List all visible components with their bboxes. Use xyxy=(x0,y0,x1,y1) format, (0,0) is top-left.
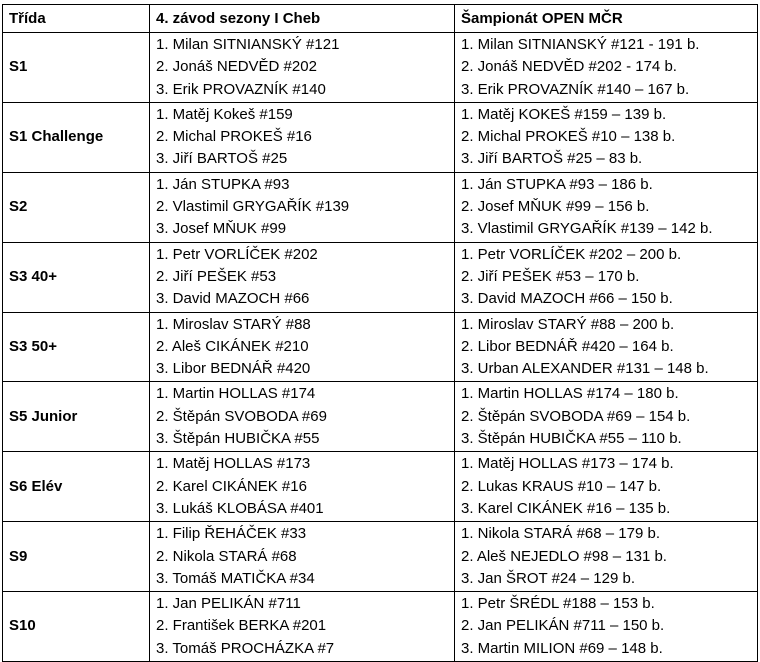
championship-result-line: 3. Jan ŠROT #24 – 129 b. xyxy=(461,569,636,587)
table-row xyxy=(3,172,758,242)
race-result-line: 1. Ján STUPKA #93 xyxy=(156,175,290,193)
championship-results-cell xyxy=(455,382,758,452)
championship-result-line: 1. Petr VORLÍČEK #202 – 200 b. xyxy=(461,245,682,263)
championship-result-line: 1. Nikola STARÁ #68 – 179 b. xyxy=(461,525,660,543)
race-result-line: 2. Vlastimil GRYGAŘÍK #139 xyxy=(156,198,350,216)
race-results-cell xyxy=(150,592,455,662)
table-row xyxy=(3,33,758,103)
class-cell: S2 xyxy=(3,172,150,242)
header-championship: Šampionát OPEN MČR xyxy=(455,5,758,33)
championship-results-cell xyxy=(455,522,758,592)
class-cell: S3 40+ xyxy=(3,242,150,312)
race-result-line: 2. František BERKA #201 xyxy=(156,617,327,635)
championship-result-line: 2. Jan PELIKÁN #711 – 150 b. xyxy=(461,617,665,635)
championship-results-cell xyxy=(455,102,758,172)
race-results-cell xyxy=(150,102,455,172)
race-result-line: 2. Aleš CIKÁNEK #210 xyxy=(156,337,309,355)
championship-result-line: 1. Ján STUPKA #93 – 186 b. xyxy=(461,175,653,193)
class-cell: S1 xyxy=(3,33,150,103)
championship-result-line: 1. Milan SITNIANSKÝ #121 - 191 b. xyxy=(461,36,700,53)
header-race: 4. závod sezony I Cheb xyxy=(150,5,455,33)
championship-result-line: 3. Vlastimil GRYGAŘÍK #139 – 142 b. xyxy=(461,220,713,238)
championship-results-cell xyxy=(455,312,758,382)
race-result-line: 3. Tomáš PROCHÁZKA #7 xyxy=(156,639,335,657)
championship-results-cell xyxy=(455,33,758,103)
championship-result-line: 3. David MAZOCH #66 – 150 b. xyxy=(461,290,673,308)
race-result-line: 1. Filip ŘEHÁČEK #33 xyxy=(156,525,307,543)
table-row xyxy=(3,522,758,592)
championship-results-cell xyxy=(455,592,758,662)
championship-result-line: 3. Erik PROVAZNÍK #140 – 167 b. xyxy=(461,80,690,98)
championship-result-line: 3. Urban ALEXANDER #131 – 148 b. xyxy=(461,360,709,378)
table-row xyxy=(3,312,758,382)
class-cell: S1 Challenge xyxy=(3,102,150,172)
header-row xyxy=(3,5,758,33)
championship-result-line: 1. Miroslav STARÝ #88 – 200 b. xyxy=(461,315,675,333)
race-result-line: 3. Erik PROVAZNÍK #140 xyxy=(156,80,326,98)
header-class: Třída xyxy=(3,5,150,33)
table-row xyxy=(3,382,758,452)
race-result-line: 2. Michal PROKEŠ #16 xyxy=(156,128,312,146)
championship-result-line: 2. Jiří PEŠEK #53 – 170 b. xyxy=(461,267,640,285)
championship-result-line: 3. Jiří BARTOŠ #25 – 83 b. xyxy=(461,150,643,168)
race-result-line: 3. Tomáš MATIČKA #34 xyxy=(156,569,315,587)
championship-result-line: 2. Lukas KRAUS #10 – 147 b. xyxy=(461,477,662,495)
race-results-cell xyxy=(150,312,455,382)
class-cell: S3 50+ xyxy=(3,312,150,382)
race-results-cell xyxy=(150,172,455,242)
race-result-line: 1. Matěj Kokeš #159 xyxy=(156,105,293,123)
championship-results-cell xyxy=(455,172,758,242)
race-result-line: 1. Matěj HOLLAS #173 xyxy=(156,455,311,473)
championship-result-line: 2. Michal PROKEŠ #10 – 138 b. xyxy=(461,128,676,146)
race-result-line: 2. Nikola STARÁ #68 xyxy=(156,547,297,565)
championship-results-cell xyxy=(455,452,758,522)
table-row xyxy=(3,452,758,522)
race-result-line: 3. Lukáš KLOBÁSA #401 xyxy=(156,499,324,517)
class-cell: S9 xyxy=(3,522,150,592)
championship-result-line: 2. Jonáš NEDVĚD #202 - 174 b. xyxy=(461,58,677,76)
championship-result-line: 2. Aleš NEJEDLO #98 – 131 b. xyxy=(461,547,667,565)
race-results-cell xyxy=(150,452,455,522)
championship-result-line: 1. Matěj HOLLAS #173 – 174 b. xyxy=(461,455,674,473)
race-result-line: 3. Štěpán HUBIČKA #55 xyxy=(156,430,320,448)
championship-result-line: 2. Libor BEDNÁŘ #420 – 164 b. xyxy=(461,337,674,355)
race-result-line: 2. Jonáš NEDVĚD #202 xyxy=(156,58,317,76)
championship-result-line: 3. Karel CIKÁNEK #16 – 135 b. xyxy=(461,499,671,517)
championship-results-cell xyxy=(455,242,758,312)
class-cell: S6 Elév xyxy=(3,452,150,522)
race-results-cell xyxy=(150,382,455,452)
race-results-cell xyxy=(150,33,455,103)
race-result-line: 3. David MAZOCH #66 xyxy=(156,290,310,308)
results-table xyxy=(2,4,758,662)
championship-result-line: 3. Štěpán HUBIČKA #55 – 110 b. xyxy=(461,430,682,448)
championship-result-line: 1. Martin HOLLAS #174 – 180 b. xyxy=(461,385,679,403)
race-result-line: 3. Josef MŇUK #99 xyxy=(156,220,287,238)
race-results-cell xyxy=(150,522,455,592)
race-result-line: 1. Miroslav STARÝ #88 xyxy=(156,315,311,333)
table-row xyxy=(3,242,758,312)
table-row xyxy=(3,592,758,662)
race-result-line: 2. Štěpán SVOBODA #69 xyxy=(156,407,327,425)
championship-result-line: 2. Štěpán SVOBODA #69 – 154 b. xyxy=(461,407,691,425)
race-result-line: 3. Libor BEDNÁŘ #420 xyxy=(156,360,311,378)
class-cell: S5 Junior xyxy=(3,382,150,452)
championship-result-line: 1. Matěj KOKEŠ #159 – 139 b. xyxy=(461,105,667,123)
race-result-line: 2. Karel CIKÁNEK #16 xyxy=(156,477,307,495)
race-results-cell xyxy=(150,242,455,312)
results-body xyxy=(3,33,758,662)
championship-result-line: 1. Petr ŠRÉDL #188 – 153 b. xyxy=(461,595,655,613)
championship-result-line: 3. Martin MILION #69 – 148 b. xyxy=(461,639,663,657)
race-result-line: 1. Petr VORLÍČEK #202 xyxy=(156,245,318,263)
championship-result-line: 2. Josef MŇUK #99 – 156 b. xyxy=(461,198,650,216)
table-row xyxy=(3,102,758,172)
race-result-line: 1. Jan PELIKÁN #711 xyxy=(156,595,301,613)
class-cell: S10 xyxy=(3,592,150,662)
race-result-line: 2. Jiří PEŠEK #53 xyxy=(156,267,277,285)
race-result-line: 3. Jiří BARTOŠ #25 xyxy=(156,150,288,168)
race-result-line: 1. Martin HOLLAS #174 xyxy=(156,385,316,403)
race-result-line: 1. Milan SITNIANSKÝ #121 xyxy=(156,36,340,53)
